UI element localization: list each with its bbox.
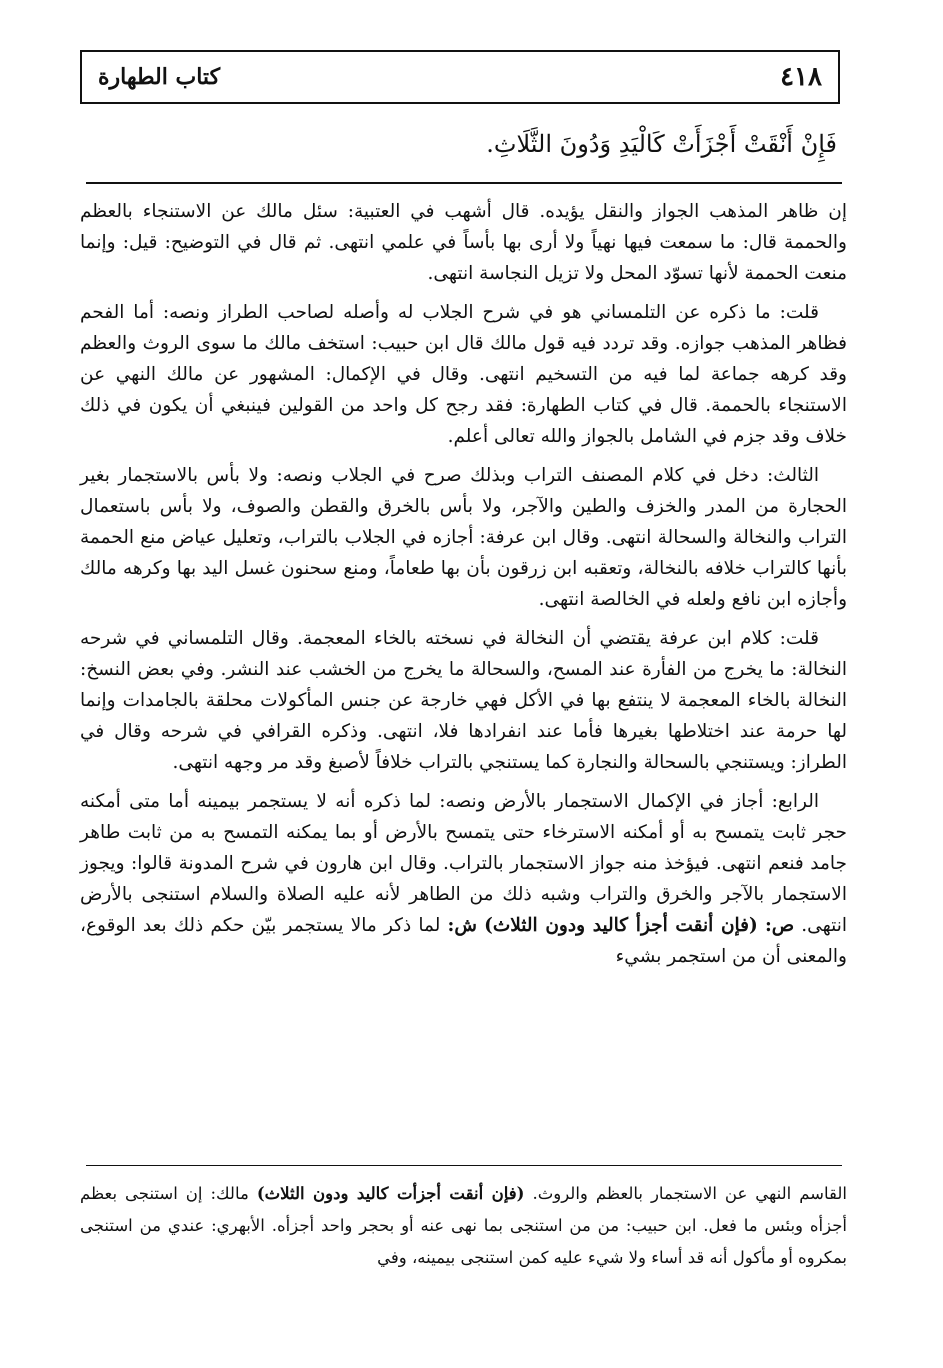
separator-top [86, 182, 842, 184]
footnote-quote: (فإن أنقت أجزأت كاليد ودون الثلاث) [256, 1184, 525, 1203]
page-header [80, 50, 840, 104]
paragraph-5-continuation: لما ذكر مالا يستجمر بيّن حكم ذلك بعد الوقوع، والمعنى أن من استجمر بشيء [80, 915, 847, 967]
shin-label: ش: [447, 915, 477, 936]
paragraph-5-text: الرابع: أجاز في الإكمال الاستجمار بالأرض ونصه: لما ذكره أنه لا يستجمر بيمينه أما متى أمكنه حجر ثابت يتمسح به أو أمكنه الاسترخاء حتى يتمسح بالأرض أو بما يمكنه التمسح به من ثابت طاهر جامد فنعم انتهى. فيؤخذ منه جواز الاستجمار بالتراب. وقال ابن هارون في شرح المدونة قالوا: ويجوز الاستجمار بالآجر والخرق والتراب وشبه ذلك من الطاهر لأنه عليه الصلاة والسلام استنجى بالأرض انتهى. [80, 791, 847, 936]
matn-line: فَإِنْ أَنْقَتْ أَجْزَأَتْ كَالْيَدِ وَدُونَ الثَّلَاثِ. [486, 130, 837, 158]
paragraph-5 [80, 786, 847, 972]
book-title: كتاب الطهارة [98, 64, 221, 90]
paragraph-3: الثالث: دخل في كلام المصنف التراب وبذلك صرح في الجلاب ونصه: ولا بأس بالاستجمار بغير الحجارة من المدر والخزف والطين والآجر، ولا بأس بالخرق والقطن والصوف، ولا بأس باستعمال التراب والنخالة والسحالة انتهى. وقال ابن عرفة: أجازه في الجلاب بالتراب، وتعليل عياض منع الحممة بأنها كالتراب خلافه بالنخالة، وتعقبه ابن زرقون بأن بها طعاماً، ومنع سحنون غسل اليد بها وكرهه مالك وأجازه ابن نافع ولعله في الخالصة انتهى. [80, 465, 847, 610]
paragraph-4: قلت: كلام ابن عرفة يقتضي أن النخالة في نسخته بالخاء المعجمة. وقال التلمساني في شرحه النخالة: ما يخرج من الفأرة عند المسح، والسحالة ما يخرج من الخشب عند النشر. وفي بعض النسخ: النخالة بالخاء المعجمة لا ينتفع بها في الأكل فهي خارجة عن جنس المأكولات محلقة بالجامدات وإنما لها حرمة عند اختلاطها بغيرها فأما عند انفرادها فلا، انتهى. وذكره القرافي في شرحه وقال في الطراز: ويستنجي بالسحالة والنجارة كما يستنجي بالتراب خلافاً لأصبغ وقد مر وجهه انتهى. [80, 628, 847, 773]
footnote [80, 1178, 847, 1274]
separator-footnote [86, 1165, 842, 1166]
footnote-text-a: القاسم النهي عن الاستجمار بالعظم والروث. [532, 1184, 847, 1203]
matn-quote: (فإن أنقت أجزأ كاليد ودون الثلاث) [484, 915, 758, 936]
footnote-text-b: مالك: إن استنجى بعظم أجزأه وبئس ما فعل. ابن حبيب: من من استنجى بما نهى عنه أو بحجر واحد أجزأه. الأبهري: عندي من استنجى بمكروه أو مأكول أنه قد أساء ولا شيء عليه كمن استنجى بيمينه، وفي [80, 1184, 847, 1267]
commentary-body [80, 196, 847, 980]
page-number: ٤١٨ [780, 62, 822, 92]
sad-label: ص: [764, 915, 795, 936]
paragraph-2: قلت: ما ذكره عن التلمساني هو في شرح الجلاب له وأصله لصاحب الطراز ونصه: أما الفحم فظاهر المذهب جوازه. وقد تردد فيه قول مالك قال ابن حبيب: استخف مالك ما سوى الروث والعظم وقد كرهه جماعة لما فيه من التسخيم انتهى. وقال في الإكمال: المشهور عن مالك النهي عن الاستنجاء بالحممة. قال في كتاب الطهارة: فقد رجح كل واحد من القولين فينبغي أن يكون في ذلك خلاف وقد جزم في الشامل بالجواز والله تعالى أعلم. [80, 302, 847, 447]
paragraph-1: إن ظاهر المذهب الجواز والنقل يؤيده. قال أشهب في العتبية: سئل مالك عن الاستنجاء بالعظم والحممة قال: ما سمعت فيها نهياً ولا أرى بها بأساً في علمي انتهى. ثم قال في التوضيح: قيل: وإنما منعت الحممة لأنها تسوّد المحل ولا تزيل النجاسة انتهى. [80, 201, 847, 284]
